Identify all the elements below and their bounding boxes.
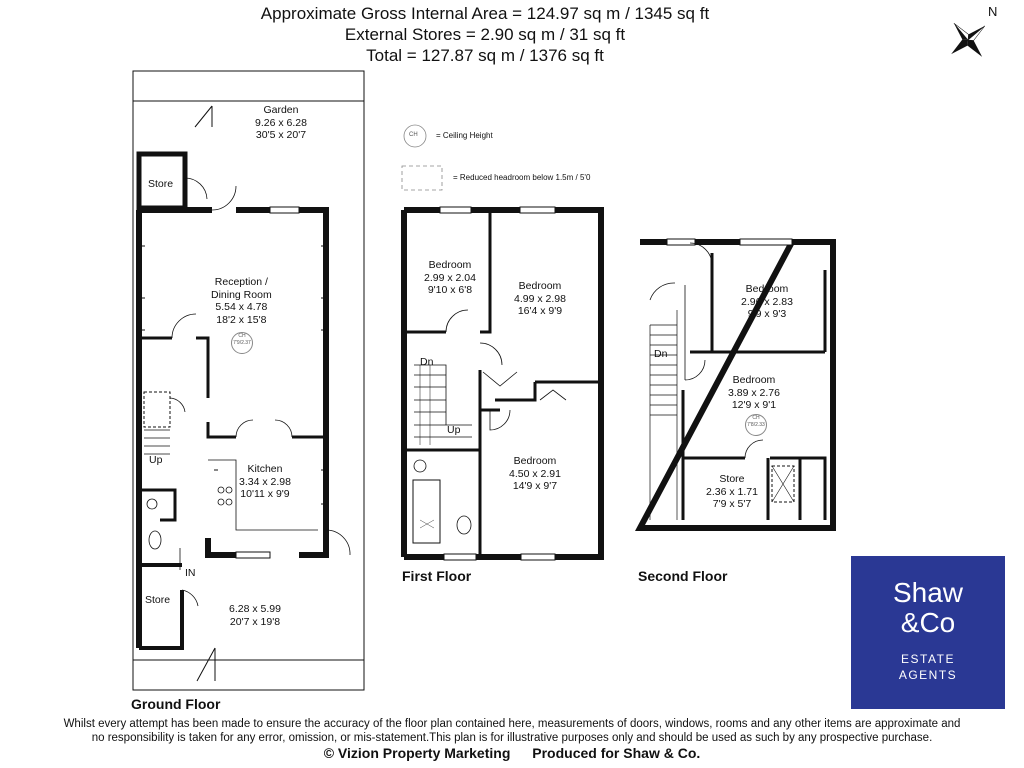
ground-up-label: Up bbox=[149, 454, 163, 466]
store-bottom-label: Store bbox=[145, 594, 171, 606]
shaw-co-logo bbox=[851, 556, 1005, 709]
first-bedroom-b-name: Bedroom bbox=[518, 280, 562, 292]
second-dn-label: Dn bbox=[654, 348, 668, 360]
area-heading-total: Total = 127.87 sq m / 1376 sq ft bbox=[366, 46, 604, 65]
disclaimer-line-2: no responsibility is taken for any error, omission, or mis-statement.This plan is for illustrative purposes only and should be used as such by any prospective purchase. bbox=[91, 732, 933, 744]
first-bedroom-b-label bbox=[514, 280, 566, 318]
second-floor-title: Second Floor bbox=[638, 568, 728, 584]
second-bedroom-b-name: Bedroom bbox=[732, 374, 776, 386]
second-bedroom-a-metric: 2.96 x 2.83 bbox=[741, 295, 793, 308]
ground-floor-title: Ground Floor bbox=[131, 696, 221, 712]
second-store-name: Store bbox=[719, 473, 745, 485]
area-heading-stores: External Stores = 2.90 sq m / 31 sq ft bbox=[344, 25, 626, 44]
second-bedroom-a-name: Bedroom bbox=[745, 283, 789, 295]
second-bedroom-b-metric: 3.89 x 2.76 bbox=[728, 386, 780, 399]
reception-ceiling-height-badge: CH 7'9/2.37 bbox=[231, 332, 253, 354]
front-metric: 6.28 x 5.99 bbox=[229, 603, 281, 615]
legend-reduced-headroom: = Reduced headroom below 1.5m / 5'0 bbox=[453, 173, 591, 182]
entrance-label: IN bbox=[185, 567, 196, 579]
logo-line-agents: AGENTS bbox=[898, 668, 958, 682]
disclaimer-line-1: Whilst every attempt has been made to ensure the accuracy of the floor plan contained here, measurements of doors, windows, rooms and any other items are approximate and bbox=[63, 718, 961, 730]
footer-produced: Produced for Shaw & Co. bbox=[532, 745, 701, 761]
first-bedroom-c-name: Bedroom bbox=[513, 455, 557, 467]
legend-ch-symbol: CH bbox=[409, 132, 418, 138]
second-store-metric: 2.36 x 1.71 bbox=[706, 485, 758, 498]
legend-ceiling-height: = Ceiling Height bbox=[436, 131, 493, 140]
first-floor-title: First Floor bbox=[402, 568, 472, 584]
first-bedroom-a-name: Bedroom bbox=[428, 259, 472, 271]
second-bedroom-b-label bbox=[728, 374, 780, 412]
area-heading-gross: Approximate Gross Internal Area = 124.97 sq m / 1345 sq ft bbox=[260, 4, 710, 23]
reception-name-2: Dining Room bbox=[211, 288, 272, 301]
first-bedroom-b-metric: 4.99 x 2.98 bbox=[514, 292, 566, 305]
compass-north-label: N bbox=[988, 4, 998, 19]
garden-name: Garden bbox=[263, 104, 299, 116]
first-bedroom-a-label bbox=[424, 259, 476, 297]
reception-label bbox=[211, 276, 272, 326]
kitchen-name: Kitchen bbox=[247, 463, 283, 475]
logo-line-shaw: Shaw bbox=[892, 577, 964, 608]
first-up-label: Up bbox=[447, 424, 461, 436]
kitchen-label bbox=[239, 463, 291, 501]
reception-metric: 5.54 x 4.78 bbox=[215, 301, 268, 313]
second-store-imperial: 7'9 x 5'7 bbox=[712, 498, 752, 510]
first-bedroom-c-metric: 4.50 x 2.91 bbox=[509, 467, 561, 480]
first-bedroom-c-imperial: 14'9 x 9'7 bbox=[512, 480, 558, 492]
garden-imperial: 30'5 x 20'7 bbox=[255, 129, 307, 141]
kitchen-imperial: 10'11 x 9'9 bbox=[240, 488, 290, 500]
first-bedroom-a-metric: 2.99 x 2.04 bbox=[424, 271, 476, 284]
front-label bbox=[229, 603, 281, 628]
first-bedroom-a-imperial: 9'10 x 6'8 bbox=[427, 284, 473, 296]
first-bedroom-b-imperial: 16'4 x 9'9 bbox=[517, 305, 563, 317]
garden-metric: 9.26 x 6.28 bbox=[255, 116, 307, 129]
logo-line-co: &Co bbox=[900, 607, 956, 638]
footer-credit: © Vizion Property Marketing bbox=[323, 745, 511, 761]
garden-label bbox=[255, 104, 307, 142]
second-bedroom-a-label bbox=[741, 283, 793, 321]
second-ceiling-height-badge: CH 7'8/2.33 bbox=[745, 414, 767, 436]
footer bbox=[0, 745, 1024, 761]
second-bedroom-a-imperial: 9'9 x 9'3 bbox=[747, 308, 787, 320]
store-top-label: Store bbox=[148, 178, 174, 190]
first-bedroom-c-label bbox=[509, 455, 561, 493]
front-imperial: 20'7 x 19'8 bbox=[229, 615, 281, 628]
second-store-label bbox=[706, 473, 758, 511]
first-dn-label: Dn bbox=[420, 356, 434, 368]
reception-imperial: 18'2 x 15'8 bbox=[216, 313, 267, 326]
second-bedroom-b-imperial: 12'9 x 9'1 bbox=[731, 399, 777, 411]
kitchen-metric: 3.34 x 2.98 bbox=[239, 475, 291, 488]
reception-name-1: Reception / bbox=[214, 276, 268, 288]
logo-line-estate: ESTATE bbox=[901, 652, 955, 666]
